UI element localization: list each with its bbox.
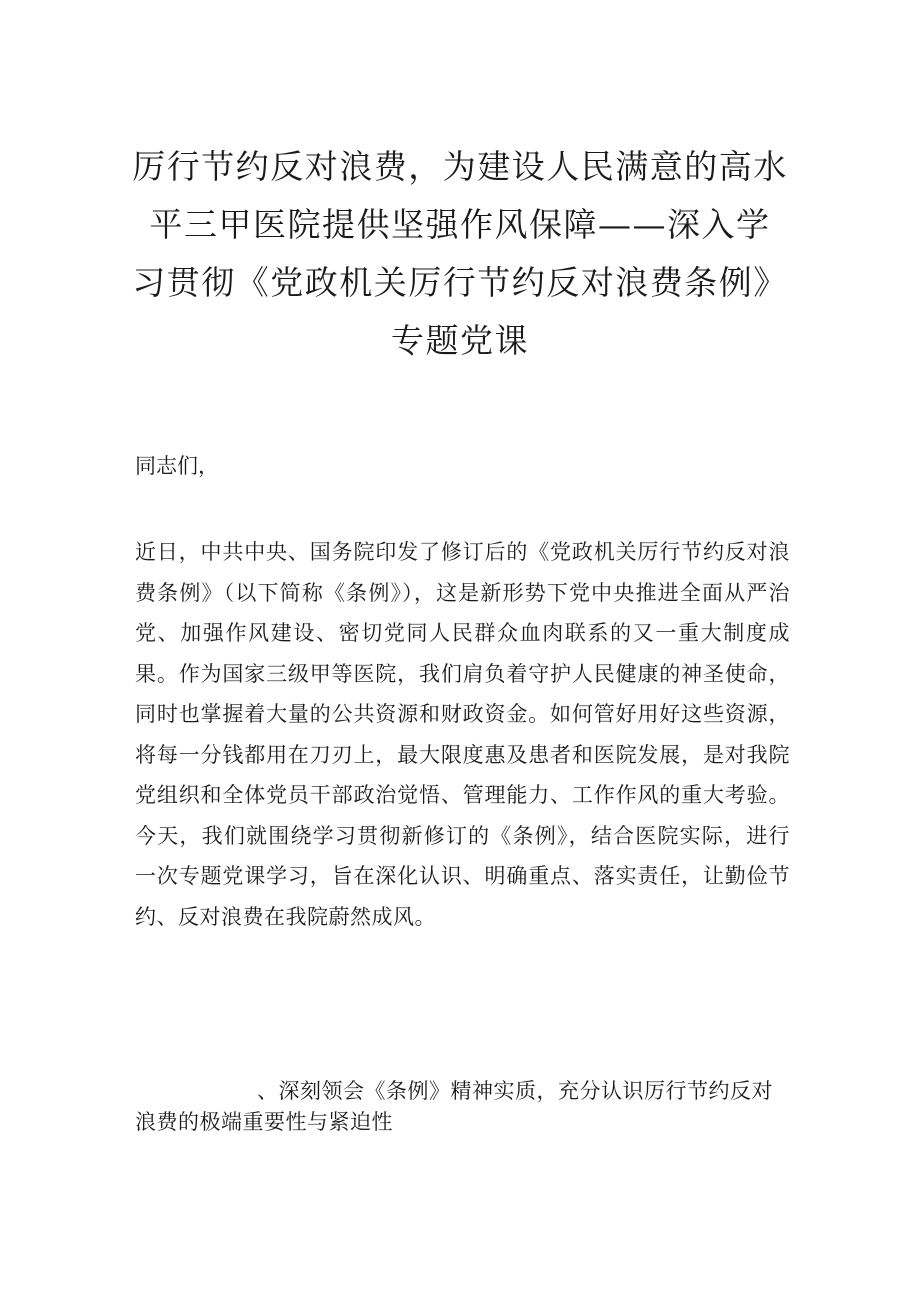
salutation: 同志们，: [135, 454, 219, 478]
intro-paragraph: 近日，中共中央、国务院印发了修订后的《党政机关厉行节约反对浪费条例》（以下简称《条例》），这是新形势下党中央推进全面从严治党、加强作风建设、密切党同人民群众血肉联系的又一重大制度成果。作为国家三级甲等医院，我们肩负着守护人民健康的神圣使命，同时也掌握着大量的公共资源和财政资金。如何管好用好这些资源，将每一分钱都用在刀刃上，最大限度惠及患者和医院发展，是对我院党组织和全体党员干部政治觉悟、管理能力、工作作风的重大考验。今天，我们就围绕学习贯彻新修订的《条例》，结合医院实际，进行一次专题党课学习，旨在深化认识、明确重点、落实责任，让勤俭节约、反对浪费在我院蔚然成风。: [135, 540, 790, 929]
document-title: [120, 138, 800, 370]
title-line: 专题党课: [391, 321, 529, 360]
title-line: 厉行节约反对浪费，为建设人民满意的高水: [132, 147, 788, 186]
title-line: 习贯彻《党政机关厉行节约反对浪费条例》: [132, 263, 788, 302]
title-line: 平三甲医院提供坚强作风保障——深入学: [149, 205, 771, 244]
section-heading: 、深刻领会《条例》精神实质，充分认识厉行节约反对浪费的极端重要性与紧迫性: [135, 1079, 773, 1134]
